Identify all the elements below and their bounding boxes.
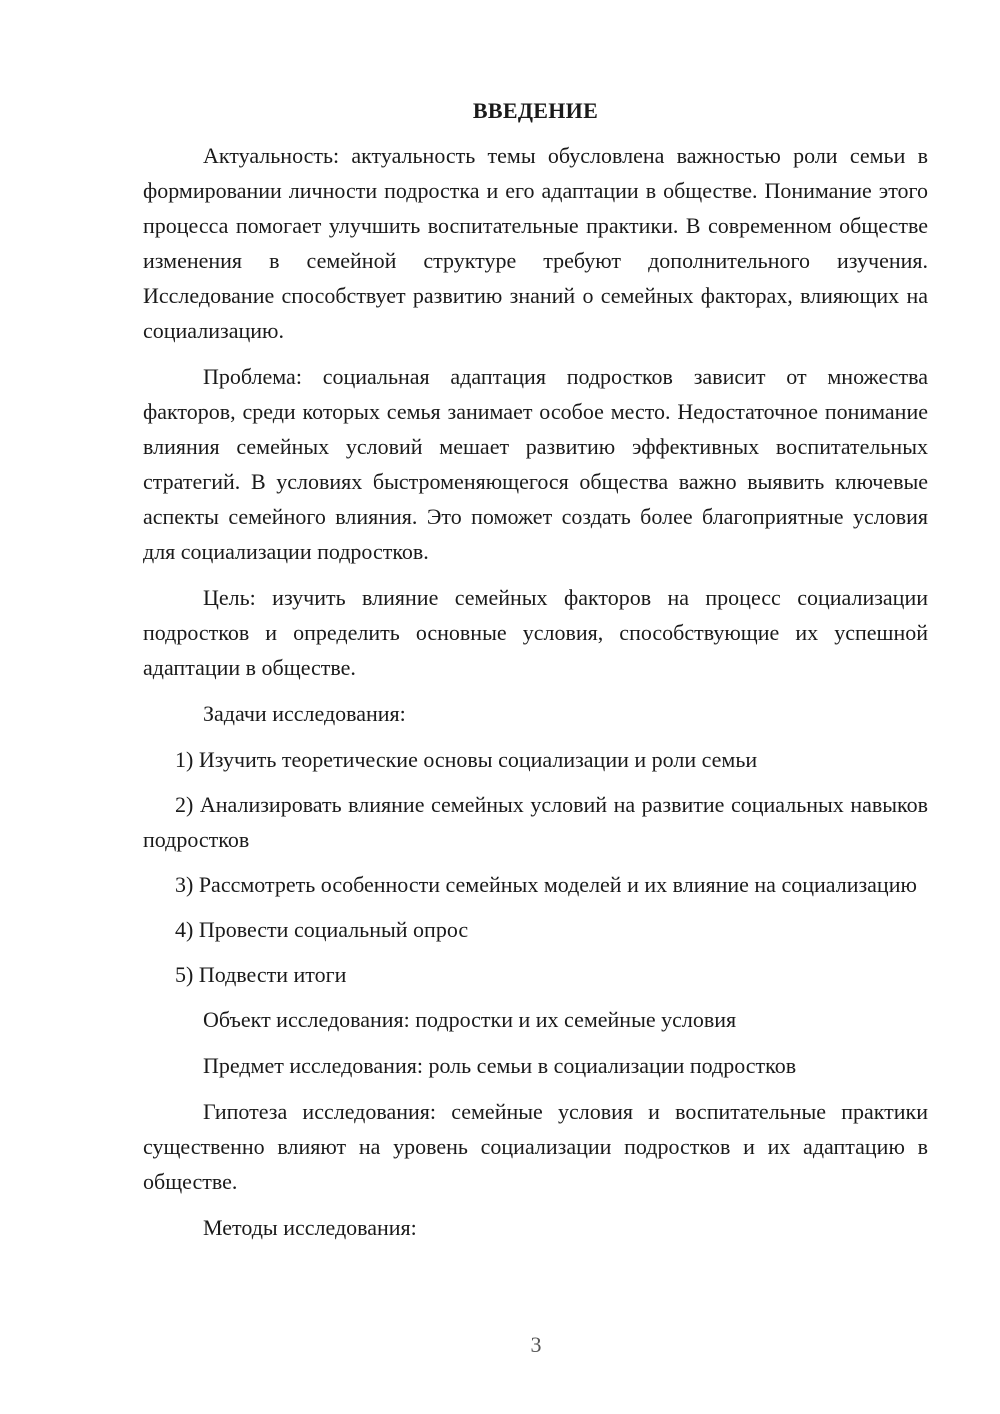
section-title: ВВЕДЕНИЕ (472, 98, 599, 123)
goal-paragraph: Цель: изучить влияние семейных факторов на процесс социализации подростков и определить основные условия, способствующие их успешной адаптации в обществе. (143, 585, 928, 680)
methods-heading: Методы исследования: (203, 1215, 417, 1240)
tasks-heading: Задачи исследования: (203, 701, 406, 726)
task-item-1: 1) Изучить теоретические основы социализации и роли семьи (175, 747, 758, 772)
task-item-2: 2) Анализировать влияние семейных условий на развитие социальных навыков подростков (143, 792, 928, 852)
object-paragraph: Объект исследования: подростки и их семейные условия (203, 1007, 737, 1032)
document-page (143, 95, 928, 1256)
task-item-3: 3) Рассмотреть особенности семейных моделей и их влияние на социализацию (175, 872, 917, 897)
problem-paragraph: Проблема: социальная адаптация подростков зависит от множества факторов, среди которых семья занимает особое место. Недостаточное понимание влияния семейных условий мешает развитию эффективных воспитательных стратегий. В условиях быстроменяющегося общества важно выявить ключевые аспекты семейного влияния. Это поможет создать более благоприятные условия для социализации подростков. (143, 364, 928, 564)
relevance-paragraph: Актуальность: актуальность темы обусловлена важностью роли семьи в формировании личности подростка и его адаптации в обществе. Понимание этого процесса помогает улучшить воспитательные практики. В современном обществе изменения в семейной структуре требуют дополнительного изучения. Исследование способствует развитию знаний о семейных факторах, влияющих на социализацию. (143, 143, 928, 343)
hypothesis-paragraph: Гипотеза исследования: семейные условия и воспитательные практики существенно влияют на уровень социализации подростков и их адаптацию в обществе. (143, 1099, 928, 1194)
task-item-4: 4) Провести социальный опрос (175, 917, 469, 942)
subject-paragraph: Предмет исследования: роль семьи в социализации подростков (203, 1053, 797, 1078)
task-item-5: 5) Подвести итоги (175, 962, 347, 987)
page-number: 3 (530, 1332, 542, 1357)
